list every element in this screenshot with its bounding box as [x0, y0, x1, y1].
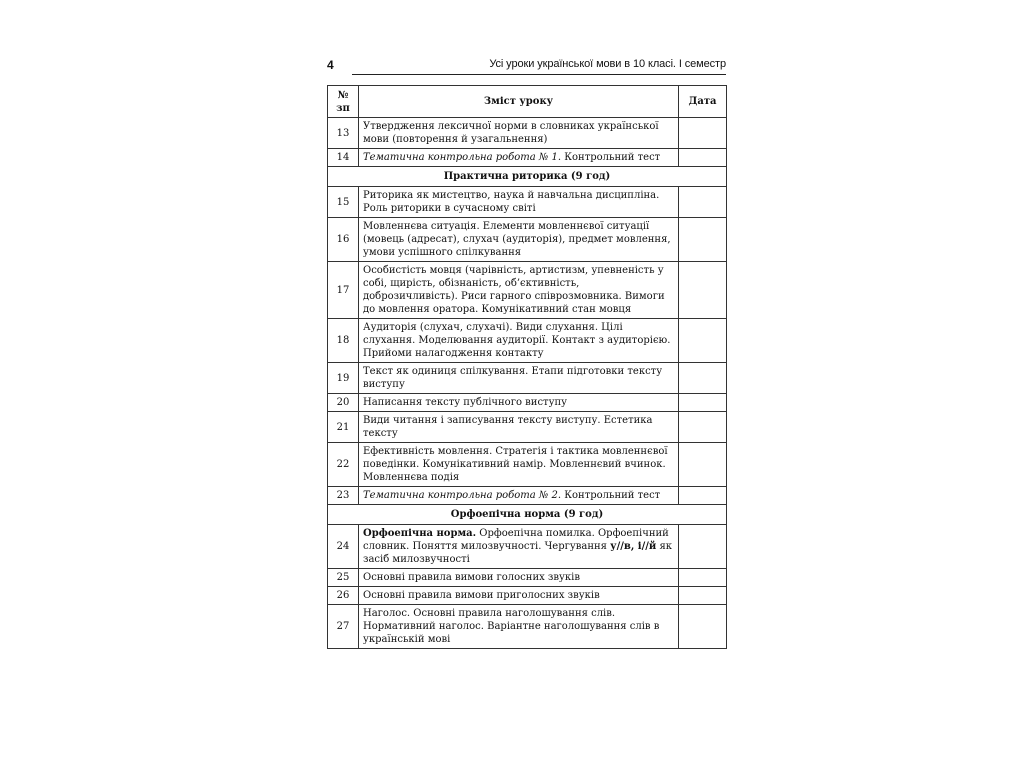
lesson-number: 20 [328, 394, 359, 412]
lesson-row [328, 187, 727, 218]
topic-text: Основні правила вимови приголосних звуків [363, 590, 600, 601]
lesson-number: 18 [328, 319, 359, 363]
page-number: 4 [327, 58, 334, 72]
lesson-number: 13 [328, 118, 359, 149]
lesson-topic [359, 149, 679, 167]
topic-text: Аудиторія (слухач, слухачі). Види слухання. Цілі слухання. Моделювання аудиторії. Контакт з аудиторією. Прийоми налагодження контакту [363, 322, 671, 359]
lesson-date [679, 587, 727, 605]
lesson-date [679, 569, 727, 587]
section-row [328, 167, 727, 187]
topic-text: Написання тексту публічного виступу [363, 397, 568, 408]
topic-text: Утвердження лексичної норми в словниках української мови (повторення й узагальнення) [363, 121, 659, 145]
lesson-number: 23 [328, 487, 359, 505]
section-title: Практична риторика (9 год) [328, 167, 727, 187]
lesson-topic [359, 319, 679, 363]
lesson-topic [359, 118, 679, 149]
lesson-date [679, 394, 727, 412]
lesson-number: 21 [328, 412, 359, 443]
lesson-topic [359, 218, 679, 262]
lesson-row [328, 443, 727, 487]
lesson-date [679, 187, 727, 218]
topic-emphasis: Тематична контрольна робота № 2. [363, 490, 562, 501]
lesson-row [328, 569, 727, 587]
lesson-date [679, 118, 727, 149]
lesson-number: 17 [328, 262, 359, 319]
lesson-number: 27 [328, 605, 359, 649]
section-row [328, 505, 727, 525]
section-title: Орфоепічна норма (9 год) [328, 505, 727, 525]
topic-text: Наголос. Основні правила наголошування слів. Нормативний наголос. Варіантне наголошування слів в українській мові [363, 608, 660, 645]
lesson-row [328, 149, 727, 167]
lesson-row [328, 218, 727, 262]
lesson-row [328, 605, 727, 649]
lesson-date [679, 262, 727, 319]
topic-text: Види читання і записування тексту виступу. Естетика тексту [363, 415, 653, 439]
column-header-number: № зп [328, 86, 359, 118]
column-header-date: Дата [679, 86, 727, 118]
topic-emphasis: Тематична контрольна робота № 1. [363, 152, 562, 163]
topic-text: Орфоепічна помилка. Орфоепічний словник. Поняття милозвучності. Чергування [363, 528, 669, 552]
lesson-date [679, 525, 727, 569]
topic-text: Мовленнєва ситуація. Елементи мовленнєвої ситуації (мовець (адресат), слухач (аудиторія), предмет мовлення, умови успішного спілкування [363, 221, 671, 258]
lesson-number: 16 [328, 218, 359, 262]
topic-text: як засіб милозвучності [363, 541, 673, 565]
lesson-topic [359, 525, 679, 569]
lesson-row [328, 525, 727, 569]
lesson-topic [359, 443, 679, 487]
lesson-row [328, 587, 727, 605]
topic-emphasis: у//в, і//й [610, 541, 657, 552]
lesson-topic [359, 569, 679, 587]
lesson-number: 26 [328, 587, 359, 605]
topic-text: Основні правила вимови голосних звуків [363, 572, 580, 583]
lesson-row [328, 412, 727, 443]
lesson-row [328, 262, 727, 319]
lesson-date [679, 487, 727, 505]
lesson-topic [359, 487, 679, 505]
lesson-topic [359, 363, 679, 394]
lesson-topic [359, 412, 679, 443]
topic-text: Контрольний тест [561, 152, 661, 163]
lesson-topic [359, 394, 679, 412]
topic-text: Особистість мовця (чарівність, артистизм, упевненість у собі, щирість, обізнаність, об’єктивність, доброзичливість). Риси гарного співрозмовника. Вимоги до мовлення оратора. Комунікативний стан мовця [363, 265, 665, 315]
lesson-number: 22 [328, 443, 359, 487]
lesson-row [328, 319, 727, 363]
topic-text: Текст як одиниця спілкування. Етапи підготовки тексту виступу [363, 366, 663, 390]
lesson-date [679, 412, 727, 443]
lesson-date [679, 443, 727, 487]
lesson-date [679, 149, 727, 167]
topic-emphasis: Орфоепічна норма. [363, 528, 477, 539]
lesson-row [328, 487, 727, 505]
lesson-row [328, 118, 727, 149]
lesson-number: 14 [328, 149, 359, 167]
lesson-date [679, 605, 727, 649]
lesson-topic [359, 187, 679, 218]
lesson-row [328, 394, 727, 412]
lesson-number: 19 [328, 363, 359, 394]
header-rule [352, 74, 726, 75]
topic-text: Риторика як мистецтво, наука й навчальна дисципліна. Роль риторики в сучасному світі [363, 190, 660, 214]
lesson-plan-table [327, 85, 727, 649]
lesson-row [328, 363, 727, 394]
running-title: Усі уроки української мови в 10 класі. І семестр [489, 58, 726, 70]
lesson-topic [359, 605, 679, 649]
lesson-topic [359, 587, 679, 605]
topic-text: Ефективність мовлення. Стратегія і тактика мовленнєвої поведінки. Комунікативний намір. Мовленнєвий вчинок. Мовленнєва подія [363, 446, 668, 483]
topic-text: Контрольний тест [561, 490, 661, 501]
lesson-date [679, 218, 727, 262]
table-body [328, 118, 727, 649]
lesson-number: 25 [328, 569, 359, 587]
column-header-topic: Зміст уроку [359, 86, 679, 118]
lesson-date [679, 363, 727, 394]
lesson-topic [359, 262, 679, 319]
table-header-row [328, 86, 727, 118]
lesson-number: 15 [328, 187, 359, 218]
lesson-number: 24 [328, 525, 359, 569]
lesson-date [679, 319, 727, 363]
